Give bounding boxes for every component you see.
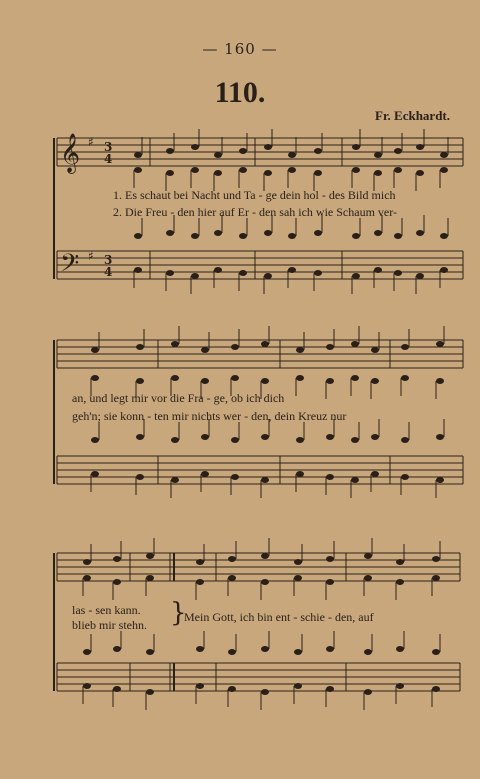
- note-head: [364, 649, 372, 655]
- note-head: [314, 170, 322, 176]
- note-head: [214, 230, 222, 236]
- note-head: [201, 347, 209, 353]
- note-head: [364, 575, 372, 581]
- note-head: [432, 556, 440, 562]
- note-head: [371, 434, 379, 440]
- note-head: [436, 477, 444, 483]
- note-head: [416, 144, 424, 150]
- note-head: [294, 559, 302, 565]
- note-head: [214, 170, 222, 176]
- note-head: [436, 434, 444, 440]
- note-head: [261, 477, 269, 483]
- note-head: [83, 683, 91, 689]
- note-head: [326, 344, 334, 350]
- note-head: [261, 689, 269, 695]
- note-head: [136, 344, 144, 350]
- note-head: [113, 646, 121, 652]
- note-head: [191, 233, 199, 239]
- note-head: [326, 579, 334, 585]
- hymn-number: 110.: [214, 76, 266, 109]
- note-head: [364, 553, 372, 559]
- svg-text:4: 4: [104, 265, 113, 279]
- note-head: [261, 378, 269, 384]
- note-head: [264, 230, 272, 236]
- note-head: [352, 233, 360, 239]
- note-head: [201, 378, 209, 384]
- note-head: [136, 434, 144, 440]
- bass-staff-1: [57, 251, 463, 279]
- note-head: [113, 579, 121, 585]
- note-head: [239, 270, 247, 276]
- note-head: [416, 230, 424, 236]
- note-head: [171, 375, 179, 381]
- note-head: [394, 167, 402, 173]
- note-head: [196, 579, 204, 585]
- note-head: [352, 167, 360, 173]
- note-head: [166, 230, 174, 236]
- note-head: [83, 559, 91, 565]
- note-head: [166, 170, 174, 176]
- note-head: [228, 686, 236, 692]
- note-head: [396, 646, 404, 652]
- note-head: [201, 471, 209, 477]
- note-head: [396, 683, 404, 689]
- note-head: [314, 270, 322, 276]
- note-head: [228, 649, 236, 655]
- note-head: [239, 167, 247, 173]
- note-head: [134, 167, 142, 173]
- note-head: [371, 471, 379, 477]
- page-number: — 160 —: [202, 40, 278, 58]
- lyric-line-3: an, und legt mir vor die Fra - ge, ob ich dich: [72, 391, 285, 405]
- note-head: [351, 437, 359, 443]
- note-head: [166, 148, 174, 154]
- note-head: [401, 344, 409, 350]
- time-signature: 3: [104, 140, 113, 154]
- note-head: [264, 273, 272, 279]
- note-head: [314, 230, 322, 236]
- note-head: [83, 575, 91, 581]
- treble-clef-icon: 𝄞: [60, 133, 81, 173]
- note-head: [146, 689, 154, 695]
- note-head: [288, 152, 296, 158]
- note-head: [288, 167, 296, 173]
- note-head: [288, 233, 296, 239]
- svg-text:♯: ♯: [88, 249, 94, 263]
- svg-text:3: 3: [104, 253, 113, 267]
- note-head: [191, 273, 199, 279]
- note-head: [394, 233, 402, 239]
- note-head: [326, 686, 334, 692]
- note-head: [440, 167, 448, 173]
- note-head: [264, 144, 272, 150]
- note-head: [166, 270, 174, 276]
- note-head: [146, 575, 154, 581]
- note-head: [91, 437, 99, 443]
- note-head: [228, 575, 236, 581]
- note-head: [371, 378, 379, 384]
- note-head: [231, 344, 239, 350]
- note-head: [261, 646, 269, 652]
- note-head: [83, 649, 91, 655]
- note-head: [214, 152, 222, 158]
- note-head: [374, 267, 382, 273]
- note-head: [113, 556, 121, 562]
- note-head: [231, 474, 239, 480]
- note-head: [231, 437, 239, 443]
- note-head: [288, 267, 296, 273]
- bass-staff-2: [57, 456, 463, 484]
- lyric-line-4: geh'n; sie konn - ten mir nichts wer - den, dein Kreuz nur: [72, 409, 347, 423]
- note-head: [228, 556, 236, 562]
- note-head: [296, 347, 304, 353]
- lyric-line-2: 2. Die Freu - den hier auf Er - den sah ich wie Schaum ver-: [113, 205, 397, 219]
- note-head: [351, 375, 359, 381]
- note-head: [351, 341, 359, 347]
- note-head: [136, 474, 144, 480]
- note-head: [326, 378, 334, 384]
- note-head: [136, 378, 144, 384]
- note-head: [91, 347, 99, 353]
- note-head: [401, 375, 409, 381]
- note-head: [294, 683, 302, 689]
- note-head: [432, 649, 440, 655]
- note-head: [91, 471, 99, 477]
- note-head: [91, 375, 99, 381]
- svg-text:4: 4: [104, 152, 113, 166]
- note-head: [264, 170, 272, 176]
- note-head: [352, 144, 360, 150]
- lyric-line-6: blieb mir stehn.: [72, 618, 147, 632]
- note-head: [326, 646, 334, 652]
- note-head: [440, 152, 448, 158]
- note-head: [374, 230, 382, 236]
- note-head: [191, 144, 199, 150]
- note-head: [432, 575, 440, 581]
- note-head: [134, 233, 142, 239]
- note-head: [239, 148, 247, 154]
- note-head: [416, 273, 424, 279]
- key-signature-sharp: ♯: [88, 135, 94, 149]
- verse-brace: }: [170, 598, 187, 628]
- note-head: [374, 170, 382, 176]
- note-head: [314, 148, 322, 154]
- note-head: [401, 474, 409, 480]
- note-head: [436, 341, 444, 347]
- lyric-line-1: 1. Es schaut bei Nacht und Ta - ge dein hol - des Bild mich: [113, 188, 396, 202]
- note-head: [371, 347, 379, 353]
- note-head: [294, 649, 302, 655]
- note-head: [436, 378, 444, 384]
- note-head: [134, 152, 142, 158]
- note-head: [214, 267, 222, 273]
- note-head: [239, 233, 247, 239]
- note-head: [171, 437, 179, 443]
- note-head: [171, 477, 179, 483]
- note-head: [201, 434, 209, 440]
- note-head: [440, 233, 448, 239]
- note-head: [296, 437, 304, 443]
- treble-staff-2: [57, 340, 463, 368]
- note-head: [113, 686, 121, 692]
- note-head: [196, 646, 204, 652]
- note-head: [261, 579, 269, 585]
- note-head: [146, 649, 154, 655]
- lyric-line-5: las - sen kann.: [72, 603, 141, 617]
- note-head: [394, 148, 402, 154]
- note-head: [352, 273, 360, 279]
- note-head: [432, 686, 440, 692]
- note-head: [191, 167, 199, 173]
- note-head: [364, 689, 372, 695]
- note-head: [296, 375, 304, 381]
- note-head: [196, 559, 204, 565]
- note-head: [351, 477, 359, 483]
- note-head: [296, 471, 304, 477]
- lyric-refrain: Mein Gott, ich bin ent - schie - den, auf: [184, 610, 374, 624]
- note-head: [326, 556, 334, 562]
- note-head: [146, 553, 154, 559]
- note-head: [326, 434, 334, 440]
- note-head: [134, 267, 142, 273]
- note-head: [401, 437, 409, 443]
- note-head: [374, 152, 382, 158]
- note-head: [396, 559, 404, 565]
- note-head: [261, 553, 269, 559]
- note-head: [394, 270, 402, 276]
- note-head: [171, 341, 179, 347]
- note-head: [196, 683, 204, 689]
- note-head: [294, 575, 302, 581]
- note-head: [396, 579, 404, 585]
- note-head: [261, 434, 269, 440]
- note-head: [231, 375, 239, 381]
- note-head: [440, 267, 448, 273]
- note-head: [326, 474, 334, 480]
- note-head: [261, 341, 269, 347]
- composer-credit: Fr. Eckhardt.: [375, 108, 450, 123]
- bass-clef-icon: 𝄢: [60, 249, 80, 284]
- note-head: [416, 170, 424, 176]
